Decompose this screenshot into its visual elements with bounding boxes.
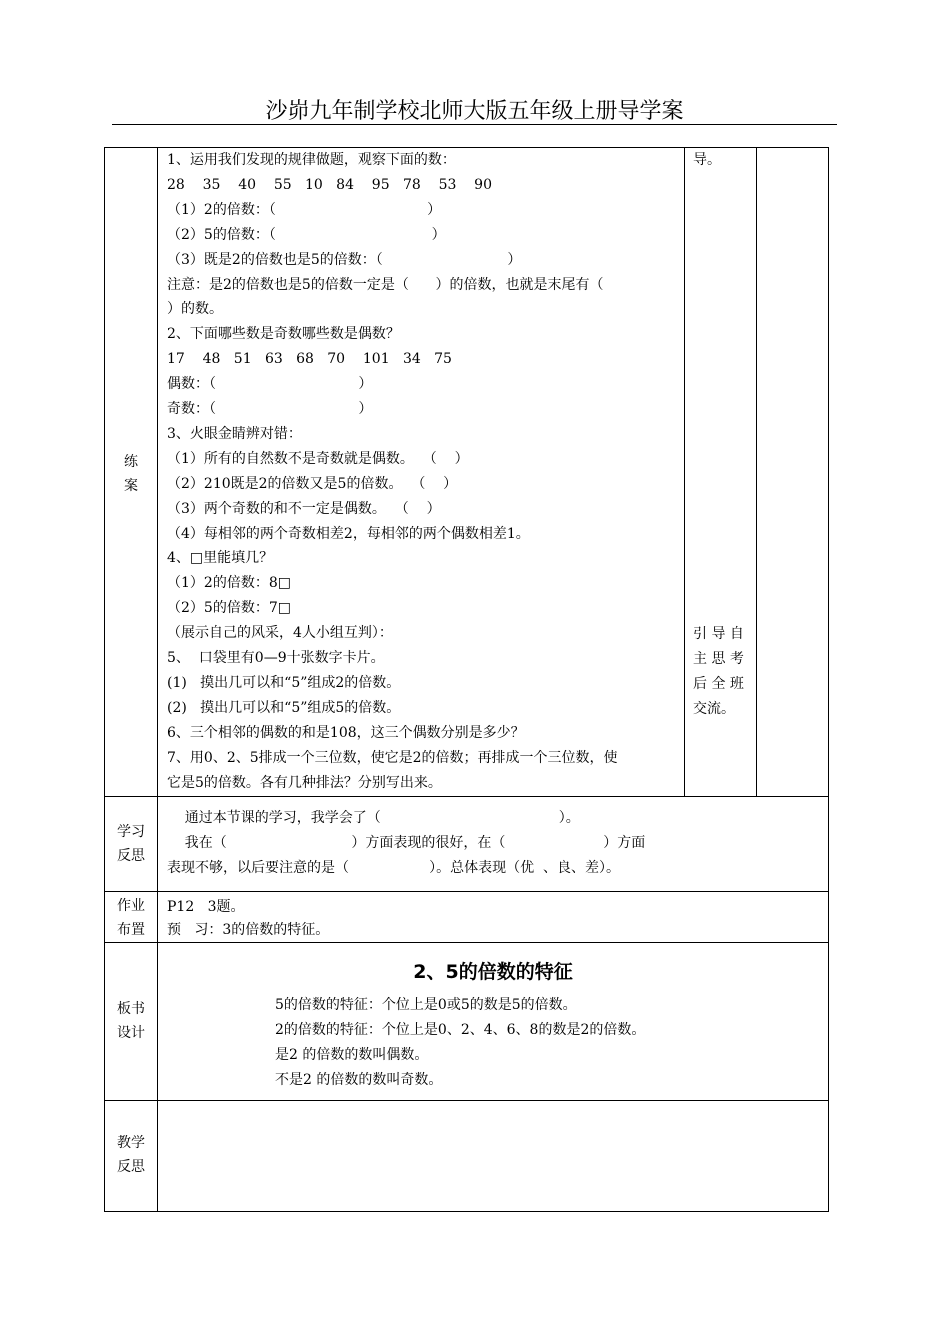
practice-line: (1) 摸出几可以和“5”组成2的倍数。 [167,674,401,691]
board-line: 2的倍数的特征：个位上是0、2、4、6、8的数是2的倍数。 [275,1022,646,1038]
homework-label [104,894,158,942]
side-column-divider [756,147,757,796]
practice-line: 奇数：（ ） [167,401,373,417]
board-line: 5的倍数的特征：个位上是0或5的数是5的倍数。 [275,997,577,1013]
practice-line: 7、用0、2、5排成一个三位数，使它是2的倍数；再排成一个三位数，使 [167,749,618,766]
row-divider [104,942,829,943]
side-note-line: 引 导 自 [693,626,744,642]
practice-line: 5、 口袋里有0—9十张数字卡片。 [167,650,385,666]
teaching-reflection-label-line: 反思 [117,1159,145,1175]
side-note-line: 主 思 考 [693,650,744,667]
practice-line: （2）210既是2的倍数又是5的倍数。 （ ） [167,475,458,492]
practice-line: （3）两个奇数的和不一定是偶数。 （ ） [167,500,441,517]
practice-line: 注意：是2的倍数也是5的倍数一定是（ ）的倍数，也就是末尾有（ [167,276,604,293]
practice-line: （1）所有的自然数不是奇数就是偶数。 （ ） [167,450,469,467]
practice-line: 3、火眼金睛辨对错： [167,425,302,442]
homework-label-line: 布置 [117,922,145,938]
practice-line: （2）5的倍数：7□ [167,600,291,617]
practice-line: 1、运用我们发现的规律做题，观察下面的数： [167,152,456,168]
row-divider [104,796,829,797]
practice-line: （1）2的倍数：8□ [167,575,291,592]
reflection-line: 我在（ ）方面表现的很好，在（ ）方面 [167,835,646,851]
teaching-reflection-label [104,1131,158,1179]
row-divider [104,891,829,892]
practice-line: （3）既是2的倍数也是5的倍数：（ ） [167,251,522,268]
reflection-label [104,820,158,868]
label-column-divider [157,147,158,1212]
practice-line: 偶数：（ ） [167,376,373,393]
practice-line: 2、下面哪些数是奇数哪些数是偶数？ [167,326,400,343]
practice-label [104,450,158,498]
reflection-label-line: 学习 [117,824,145,840]
teaching-reflection-label-line: 教学 [117,1135,145,1151]
reflection-line: 表现不够，以后要注意的是（ ）。总体表现（优 、良、差）。 [167,860,621,876]
practice-line: （1）2的倍数：（ ） [167,201,442,218]
practice-line: 它是5的倍数。各有几种排法？分别写出来。 [167,774,442,791]
side-note-line: 交流。 [693,700,735,717]
practice-line: （2）5的倍数：（ ） [167,226,446,243]
practice-label-line: 案 [124,478,138,494]
practice-line: （展示自己的风采，4人小组互判）： [167,625,393,642]
board-line: 是2 的倍数的数叫偶数。 [275,1047,429,1063]
board-label [104,997,158,1045]
practice-line: ）的数。 [167,301,223,318]
board-heading: 2、5的倍数的特征 [413,961,573,983]
homework-line: P12 3题。 [167,899,245,915]
practice-label-line: 练 [124,454,138,470]
side-column-divider [684,147,685,796]
practice-line: （4）每相邻的两个奇数相差2，每相邻的两个偶数相差1。 [167,525,530,542]
practice-line: (2) 摸出几可以和“5”组成5的倍数。 [167,699,401,716]
homework-line: 预 习：3的倍数的特征。 [167,922,330,938]
board-label-line: 板书 [117,1001,145,1017]
side-note-line: 后 全 班 [693,675,744,692]
homework-label-line: 作业 [117,898,145,914]
side-note-top: 导。 [693,152,721,168]
title-underline [112,124,837,125]
reflection-line: 通过本节课的学习，我学会了（ ）。 [167,810,580,826]
practice-line: 6、三个相邻的偶数的和是108，这三个偶数分别是多少？ [167,724,525,741]
row-divider [104,1100,829,1101]
board-label-line: 设计 [117,1025,145,1041]
practice-line: 4、□里能填几？ [167,550,274,567]
practice-line: 28 35 40 55 10 84 95 78 53 90 [167,176,493,193]
practice-line: 17 48 51 63 68 70 101 34 75 [167,351,452,368]
page-title: 沙峁九年制学校北师大版五年级上册导学案 [265,99,684,124]
reflection-label-line: 反思 [117,848,145,864]
board-line: 不是2 的倍数的数叫奇数。 [275,1072,443,1088]
